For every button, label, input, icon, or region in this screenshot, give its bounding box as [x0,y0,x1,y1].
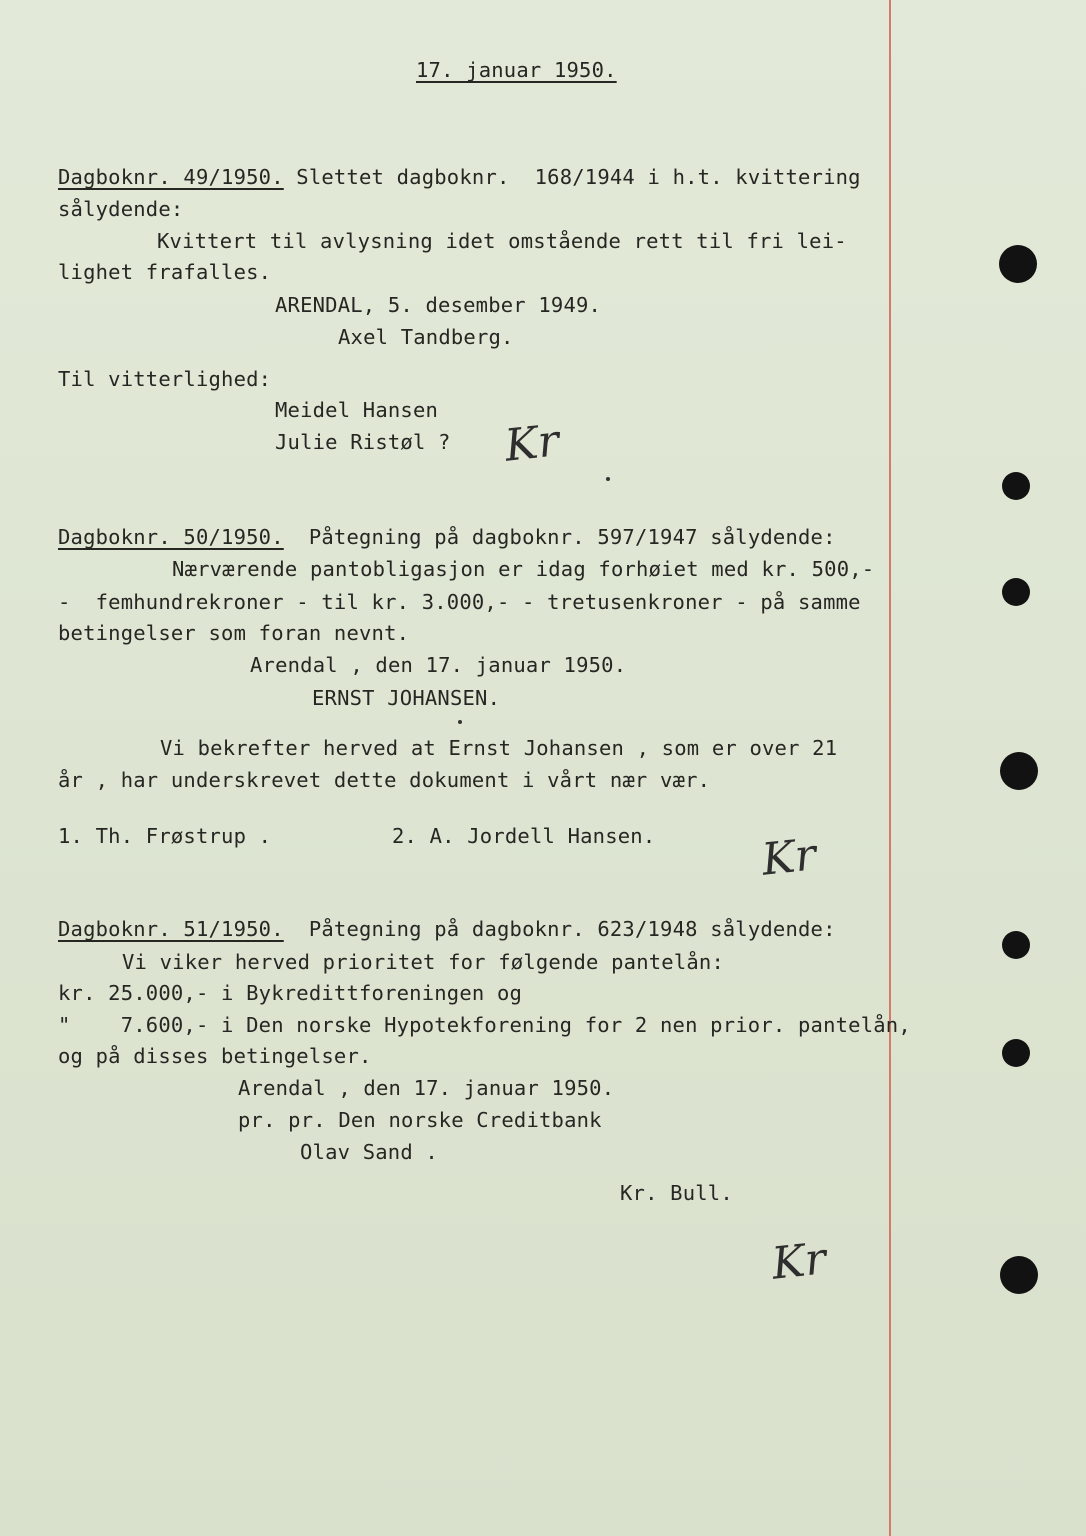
entry-50-line-3: - femhundrekroner - til kr. 3.000,- - tretusenkroner - på samme [58,590,861,614]
entry-49-line-3: Kvittert til avlysning idet omstående rett til fri lei- [157,229,847,253]
date-heading: 17. januar 1950. [416,58,617,82]
punch-hole [1002,931,1030,959]
entry-49-ref: Dagboknr. 49/1950. [58,165,284,189]
margin-rule [889,0,891,1536]
punch-hole [999,245,1037,283]
entry-49-line-1: Dagboknr. 49/1950. Slettet dagboknr. 168/1944 i h.t. kvittering [58,165,861,189]
ink-speck [606,477,610,481]
punch-hole [1000,1256,1038,1294]
handwritten-initials: Kr [502,415,562,472]
punch-hole [1002,578,1030,606]
entry-51-bank: pr. pr. Den norske Creditbank [238,1108,602,1132]
entry-51-line-3: kr. 25.000,- i Bykredittforeningen og [58,981,523,1005]
entry-49-place-date: ARENDAL, 5. desember 1949. [275,293,602,317]
entry-50-signatory: ERNST JOHANSEN. [312,686,501,710]
entry-49-witness-2: Julie Ristøl ? [275,430,451,454]
entry-51-line-4: " 7.600,- i Den norske Hypotekforening for 2 nen prior. pantelån, [58,1013,911,1037]
entry-51-ref: Dagboknr. 51/1950. [58,917,284,941]
entry-50-line-8: år , har underskrevet dette dokument i vårt nær vær. [58,768,711,792]
entry-50-ref: Dagboknr. 50/1950. [58,525,284,549]
entry-50-line-7: Vi bekrefter herved at Ernst Johansen , som er over 21 [160,736,838,760]
entry-51-signatory-2: Kr. Bull. [620,1181,733,1205]
handwritten-initials: Kr [769,1233,829,1290]
entry-49-line-2: sålydende: [58,197,184,221]
entry-51-place-date: Arendal , den 17. januar 1950. [238,1076,615,1100]
entry-51-line-2: Vi viker herved prioritet for følgende pantelån: [122,950,725,974]
entry-51-line-1: Dagboknr. 51/1950. Påtegning på dagboknr. 623/1948 sålydende: [58,917,836,941]
entry-50-witness-1: 1. Th. Frøstrup . [58,824,272,848]
entry-49-witness-1: Meidel Hansen [275,398,439,422]
entry-50-line-2: Nærværende pantobligasjon er idag forhøiet med kr. 500,- [172,557,875,581]
entry-49-signatory: Axel Tandberg. [338,325,514,349]
entry-49-line-4: lighet frafalles. [58,260,272,284]
entry-50-place-date: Arendal , den 17. januar 1950. [250,653,627,677]
entry-51-signatory-1: Olav Sand . [300,1140,438,1164]
entry-49-witness-label: Til vitterlighed: [58,367,272,391]
entry-50-witness-2: 2. A. Jordell Hansen. [392,824,656,848]
punch-hole [1002,472,1030,500]
handwritten-initials: Kr [759,829,819,886]
ink-speck [458,720,462,724]
punch-hole [1000,752,1038,790]
entry-51-line-5: og på disses betingelser. [58,1044,372,1068]
entry-50-line-1: Dagboknr. 50/1950. Påtegning på dagboknr. 597/1947 sålydende: [58,525,836,549]
punch-hole [1002,1039,1030,1067]
entry-50-line-4: betingelser som foran nevnt. [58,621,410,645]
